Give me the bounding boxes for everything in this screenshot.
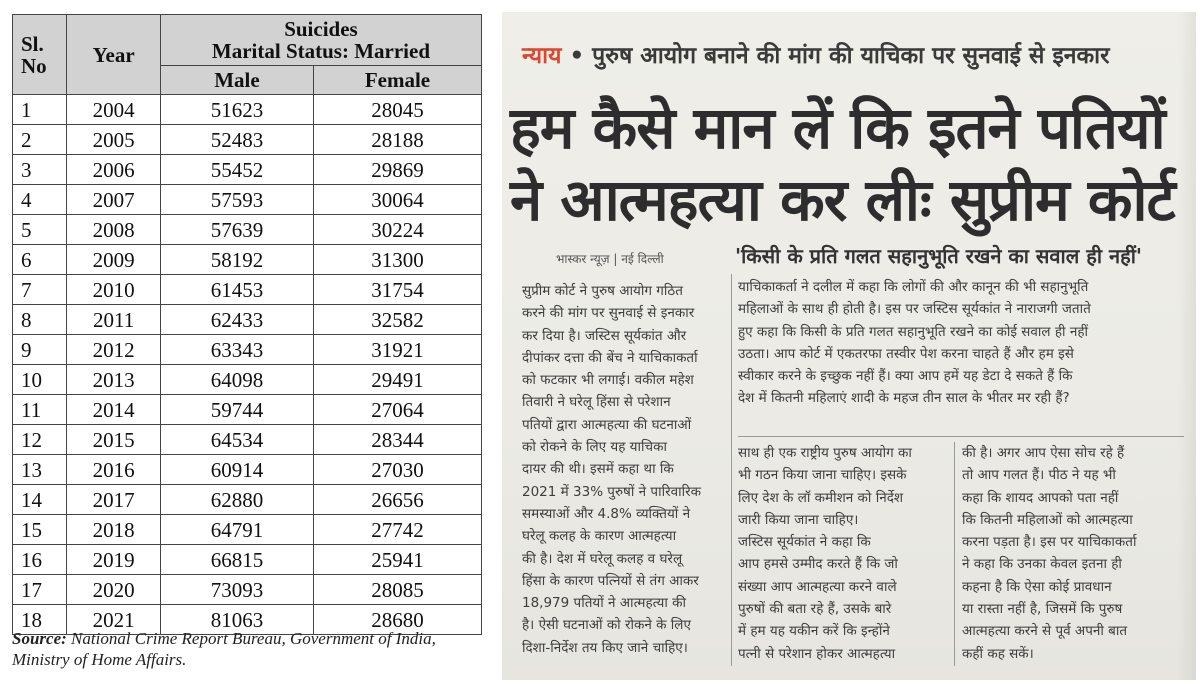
section-divider [738,436,1184,437]
cell-male: 66815 [160,545,313,575]
article-line: पत्नी से परेशान होकर आत्महत्या [738,645,896,662]
cell-male: 64791 [160,515,313,545]
article-line: पतियों द्वारा आत्महत्या की घटनाओं [522,416,692,433]
cell-female: 27030 [313,455,481,485]
cell-sl: 5 [13,215,67,245]
headline-line2: ने आत्महत्या कर लीः सुप्रीम कोर्ट [510,166,1175,234]
article-line: कहीं कह सकें। [962,645,1034,662]
article-line: साथ ही एक राष्ट्रीय पुरुष आयोग का [738,445,912,461]
table-row [13,425,482,455]
table-row [13,545,482,575]
table-row [13,215,482,245]
article-line: लिए देश के लॉ कमीशन को निर्देश [738,489,904,506]
cell-sl: 1 [13,95,67,125]
article-line: समस्याओं और 4.8% व्यक्तियों ने [522,505,691,522]
cell-sl: 13 [13,455,67,485]
subhead: 'किसी के प्रति गलत सहानुभूति रखने का सवाल ही नहीं' [735,244,1143,268]
cell-sl: 4 [13,185,67,215]
article-column-2-top [738,276,1184,410]
article-line: में हम यह यकीन करें कि इन्होंने [738,623,890,640]
article-line: या रास्ता नहीं है, जिसमें कि पुरुष [962,601,1123,618]
cell-male: 57639 [160,215,313,245]
header-group [160,15,481,66]
cell-male: 51623 [160,95,313,125]
cell-sl: 12 [13,425,67,455]
article-line: को रोकने के लिए यह याचिका [522,439,667,456]
cell-sl: 18 [13,605,67,635]
table-row [13,515,482,545]
source-label: Source: [12,629,67,648]
cell-year: 2005 [67,125,161,155]
article-line: दिशा-निर्देश तय किए जाने चाहिए। [522,639,688,656]
article-column-3 [962,442,1184,665]
page-shadow [1178,12,1196,680]
cell-year: 2021 [67,605,161,635]
cell-sl: 9 [13,335,67,365]
table-row [13,305,482,335]
cell-female: 28045 [313,95,481,125]
article-column-2 [738,442,948,665]
article-line: कर दिया है। जस्टिस सूर्यकांत और [522,327,687,344]
cell-year: 2017 [67,485,161,515]
cell-sl: 6 [13,245,67,275]
cell-female: 29869 [313,155,481,185]
table-row [13,455,482,485]
cell-sl: 8 [13,305,67,335]
cell-female: 28344 [313,425,481,455]
cell-female: 30064 [313,185,481,215]
article-line: 2021 में 33% पुरुषों ने पारिवारिक [522,483,701,500]
cell-female: 31300 [313,245,481,275]
article-line: की है। देश में घरेलू कलह व घरेलू [522,550,683,567]
article-line: दीपांकर दत्ता की बेंच ने याचिकाकर्ता [522,349,698,366]
cell-male: 73093 [160,575,313,605]
cell-male: 58192 [160,245,313,275]
article-line: तो आप गलत हैं। पीठ ने यह भी [962,467,1116,484]
article-line: ने कहा कि उनका केवल इतना ही [962,556,1122,573]
kicker-tag: न्याय [522,43,562,69]
cell-year: 2014 [67,395,161,425]
article-line: हिंसा के कारण पत्नियों से तंग आकर [522,572,699,589]
article-line: की है। अगर आप ऐसा सोच रहे हैं [962,445,1125,461]
table-row [13,395,482,425]
cell-male: 55452 [160,155,313,185]
article-line: घरेलू कलह के कारण आत्महत्या [522,528,677,545]
source-text: National Crime Report Bureau, Government of India, Ministry of Home Affairs. [12,629,436,669]
newspaper-clipping [502,12,1196,680]
table-row [13,95,482,125]
article-column-1 [522,280,728,659]
cell-year: 2012 [67,335,161,365]
article-line: 18,979 पतियों ने आत्महत्या की [522,595,687,612]
headline-line1: हम कैसे मान लें कि इतने पतियों [510,94,1165,162]
cell-sl: 11 [13,395,67,425]
column-divider [731,274,732,666]
header-year: Year [67,15,161,95]
article-line: पुरुषों की बता रहे हैं, उसके बारे [738,601,892,618]
article-line: जारी किया जाना चाहिए। [738,511,859,528]
article-line: स्वीकार करने के इच्छुक नहीं हैं। क्या आप हमें यह डेटा दे सकते हैं कि [738,368,1073,385]
table-row [13,335,482,365]
cell-male: 52483 [160,125,313,155]
table-row [13,275,482,305]
cell-male: 57593 [160,185,313,215]
cell-male: 60914 [160,455,313,485]
table-row [13,575,482,605]
table-row [13,185,482,215]
cell-male: 62880 [160,485,313,515]
article-line: आप हमसे उम्मीद करते हैं कि जो [738,556,898,573]
cell-sl: 16 [13,545,67,575]
cell-female: 28680 [313,605,481,635]
kicker-text: • पुरुष आयोग बनाने की मांग की याचिका पर सुनवाई से इनकार [561,43,1110,69]
article-line: हुए कहा कि किसी के प्रति गलत सहानुभूति रखने का कोई सवाल ही नहीं [738,323,1088,340]
article-line: भी गठन किया जाना चाहिए। इसके [738,467,907,484]
cell-sl: 15 [13,515,67,545]
article-line: याचिकाकर्ता ने दलील में कहा कि लोगों की और कानून की भी सहानुभूति [738,279,1089,295]
cell-male: 64098 [160,365,313,395]
cell-male: 81063 [160,605,313,635]
source-note [12,628,497,670]
byline: भास्कर न्यूज़ | नई दिल्ली [556,252,664,266]
cell-sl: 2 [13,125,67,155]
cell-year: 2006 [67,155,161,185]
kicker [522,38,1110,70]
article-line: महिलाओं के साथ ही होती है। इस पर जस्टिस सूर्यकांत ने नाराजगी जताते [738,301,1091,318]
table-row [13,245,482,275]
cell-female: 32582 [313,305,481,335]
cell-male: 64534 [160,425,313,455]
cell-year: 2016 [67,455,161,485]
cell-year: 2010 [67,275,161,305]
cell-sl: 14 [13,485,67,515]
cell-year: 2018 [67,515,161,545]
cell-sl: 10 [13,365,67,395]
cell-year: 2011 [67,305,161,335]
article-line: को फटकार भी लगाई। वकील महेश [522,372,694,389]
article-line: करने की मांग पर सुनवाई से इनकार [522,305,695,322]
cell-year: 2009 [67,245,161,275]
article-line: जस्टिस सूर्यकांत ने कहा कि [738,534,871,551]
cell-female: 31754 [313,275,481,305]
cell-male: 61453 [160,275,313,305]
cell-female: 25941 [313,545,481,575]
cell-year: 2019 [67,545,161,575]
table-row [13,125,482,155]
cell-sl: 7 [13,275,67,305]
table-row [13,155,482,185]
column-divider [954,442,955,666]
article-line: दायर की थी। इसमें कहा था कि [522,461,674,478]
cell-year: 2020 [67,575,161,605]
article-line: है। ऐसी घटनाओं को रोकने के लिए [522,617,691,634]
article-line: कि कितनी महिलाओं को आत्महत्या [962,511,1133,528]
header-female: Female [313,66,481,95]
suicides-table [12,14,482,635]
cell-male: 62433 [160,305,313,335]
cell-female: 26656 [313,485,481,515]
article-line: संख्या आप आत्महत्या करने वाले [738,578,897,595]
article-line: आत्महत्या करने से पूर्व अपनी बात [962,623,1128,640]
cell-male: 59744 [160,395,313,425]
cell-female: 31921 [313,335,481,365]
article-line: देश में कितनी महिलाएं शादी के महज तीन साल के भीतर मर रही हैं? [738,390,1070,407]
cell-female: 28188 [313,125,481,155]
header-sl-no: Sl. No [13,15,67,95]
article-line: तिवारी ने घरेलू हिंसा से परेशान [522,394,671,411]
article-line: उठता। आप कोर्ट में एकतरफा तस्वीर पेश करना चाहते हैं और हम इसे [738,345,1074,362]
cell-male: 63343 [160,335,313,365]
cell-female: 28085 [313,575,481,605]
table-row [13,485,482,515]
header-group-line1: Suicides [284,17,358,41]
cell-year: 2008 [67,215,161,245]
data-table-panel [0,0,496,684]
cell-female: 27742 [313,515,481,545]
header-male: Male [160,66,313,95]
article-line: कहना है कि ऐसा कोई प्रावधान [962,578,1112,595]
cell-year: 2015 [67,425,161,455]
header-group-line2: Marital Status: Married [211,39,431,63]
cell-sl: 17 [13,575,67,605]
article-line: करना पड़ता है। इस पर याचिकाकर्ता [962,534,1137,551]
article-line: सुप्रीम कोर्ट ने पुरुष आयोग गठित [522,283,683,299]
cell-year: 2004 [67,95,161,125]
cell-female: 27064 [313,395,481,425]
cell-year: 2007 [67,185,161,215]
cell-sl: 3 [13,155,67,185]
table-row [13,365,482,395]
cell-year: 2013 [67,365,161,395]
article-line: कहा कि शायद आपको पता नहीं [962,489,1119,506]
table-body [13,95,482,635]
cell-female: 29491 [313,365,481,395]
cell-female: 30224 [313,215,481,245]
